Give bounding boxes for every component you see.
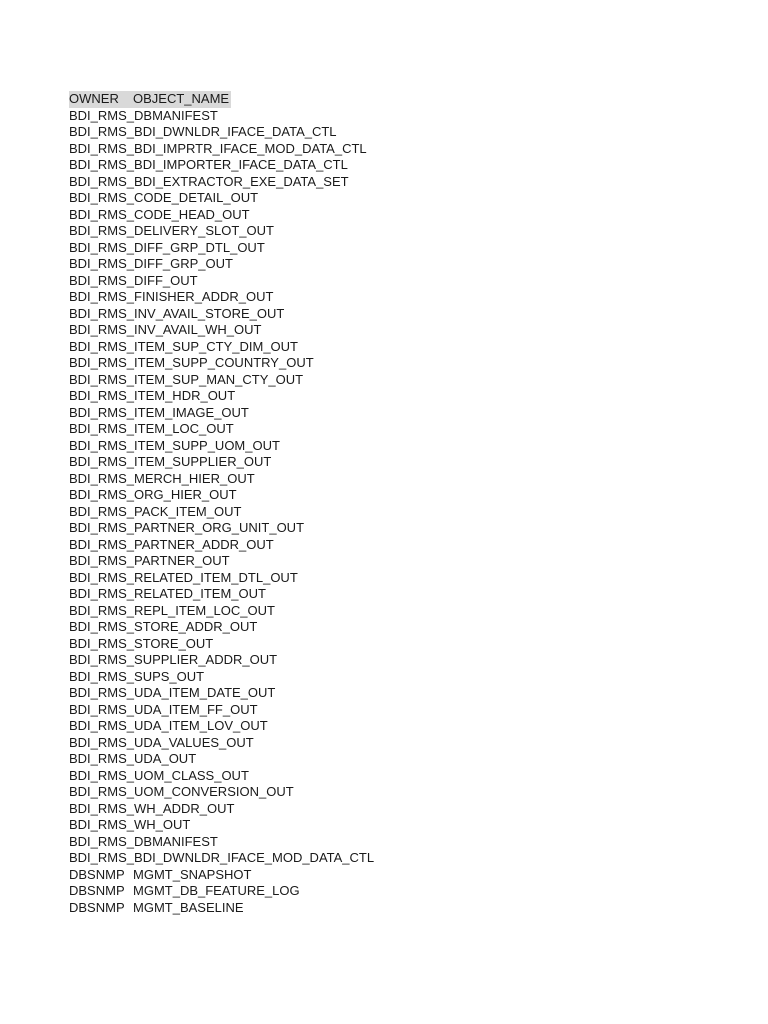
object-name-cell[interactable]: BDI_RMS_UDA_ITEM_DATE_OUT [69,685,276,700]
table-row [69,256,374,273]
object-name-cell[interactable]: BDI_RMS_ITEM_SUP_CTY_DIM_OUT [69,338,298,354]
owner-cell[interactable]: DBSNMP [69,883,125,898]
object-name-cell[interactable]: BDI_RMS_PARTNER_ADDR_OUT [69,536,274,552]
table-row [69,273,374,290]
table-body [69,108,374,917]
table-row [69,355,374,372]
object-name-cell[interactable]: BDI_RMS_ITEM_HDR_OUT [69,388,236,403]
object-name-cell[interactable]: BDI_RMS_DBMANIFEST [69,833,218,849]
table-row [69,900,374,917]
table-row [69,669,374,686]
table-row [69,883,374,900]
object-name-cell[interactable]: BDI_RMS_ITEM_SUP_MAN_CTY_OUT [69,371,304,387]
table-row [69,537,374,554]
table-row [69,850,374,867]
table-row [69,520,374,537]
table-row [69,586,374,603]
table-row [69,636,374,653]
table-row [69,751,374,768]
object-name-cell[interactable]: BDI_RMS_PARTNER_ORG_UNIT_OUT [69,520,305,535]
owner-header[interactable]: OWNER [69,91,133,108]
object-name-cell[interactable]: BDI_RMS_BDI_DWNLDR_IFACE_DATA_CTL [69,124,337,139]
object-name-cell[interactable]: BDI_RMS_INV_AVAIL_STORE_OUT [69,305,285,321]
object-name-cell[interactable]: BDI_RMS_DIFF_GRP_OUT [69,256,233,271]
table-row [69,603,374,620]
object-name-cell[interactable]: BDI_RMS_UDA_VALUES_OUT [69,734,254,750]
table-row [69,438,374,455]
object-name-cell[interactable]: BDI_RMS_WH_OUT [69,817,191,832]
object-name-cell[interactable]: BDI_RMS_STORE_ADDR_OUT [69,619,258,634]
spreadsheet [69,91,374,916]
object-name-cell[interactable]: BDI_RMS_ITEM_LOC_OUT [69,421,234,436]
header-row [69,91,374,108]
table-row [69,306,374,323]
object-name-cell[interactable]: MGMT_DB_FEATURE_LOG [133,883,300,898]
object-name-cell[interactable]: BDI_RMS_CODE_HEAD_OUT [69,206,250,222]
owner-cell[interactable]: DBSNMP [69,866,125,882]
table-row [69,240,374,257]
table-row [69,570,374,587]
object-name-cell[interactable]: BDI_RMS_WH_ADDR_OUT [69,800,235,816]
object-name-cell[interactable]: BDI_RMS_RELATED_ITEM_DTL_OUT [69,569,298,585]
object-name-cell[interactable]: BDI_RMS_CODE_DETAIL_OUT [69,190,259,205]
table-row [69,735,374,752]
table-row [69,322,374,339]
table-row [69,108,374,125]
object-name-cell[interactable]: BDI_RMS_UDA_ITEM_LOV_OUT [69,718,268,733]
owner-cell[interactable]: DBSNMP [69,899,125,915]
object-name-cell[interactable]: BDI_RMS_MERCH_HIER_OUT [69,470,255,486]
table-row [69,339,374,356]
object-name-cell[interactable]: BDI_RMS_UOM_CONVERSION_OUT [69,784,294,799]
object-name-cell[interactable]: BDI_RMS_BDI_IMPRTR_IFACE_MOD_DATA_CTL [69,140,367,156]
table-row [69,487,374,504]
object-name-cell[interactable]: BDI_RMS_INV_AVAIL_WH_OUT [69,322,262,337]
table-row [69,801,374,818]
object-name-cell[interactable]: MGMT_SNAPSHOT [133,866,252,882]
table-row [69,718,374,735]
table-row [69,372,374,389]
object-name-cell[interactable]: BDI_RMS_DIFF_GRP_DTL_OUT [69,239,265,255]
object-name-cell[interactable]: BDI_RMS_UDA_ITEM_FF_OUT [69,701,258,717]
object-name-cell[interactable]: BDI_RMS_SUPPLIER_ADDR_OUT [69,652,278,667]
table-row [69,867,374,884]
table-row [69,834,374,851]
object-name-cell[interactable]: MGMT_BASELINE [133,899,244,915]
table-row [69,190,374,207]
table-row [69,289,374,306]
object-name-cell[interactable]: BDI_RMS_PARTNER_OUT [69,553,230,568]
table-row [69,223,374,240]
object-name-cell[interactable]: BDI_RMS_BDI_EXTRACTOR_EXE_DATA_SET [69,173,349,189]
table-row [69,817,374,834]
object-name-header[interactable]: OBJECT_NAME [133,91,230,106]
table-row [69,652,374,669]
table-row [69,174,374,191]
object-name-cell[interactable]: BDI_RMS_PACK_ITEM_OUT [69,503,242,519]
object-name-cell[interactable]: BDI_RMS_DBMANIFEST [69,107,218,123]
object-name-cell[interactable]: BDI_RMS_BDI_DWNLDR_IFACE_MOD_DATA_CTL [69,850,375,865]
table-row [69,768,374,785]
table-row [69,421,374,438]
object-name-cell[interactable]: BDI_RMS_ITEM_SUPP_UOM_OUT [69,437,280,453]
object-name-cell[interactable]: BDI_RMS_ITEM_SUPP_COUNTRY_OUT [69,355,314,370]
table-row [69,471,374,488]
table-row [69,553,374,570]
object-name-cell[interactable]: BDI_RMS_DIFF_OUT [69,272,198,288]
table-row [69,619,374,636]
table-row [69,124,374,141]
table-row [69,454,374,471]
table-row [69,784,374,801]
object-name-cell[interactable]: BDI_RMS_ORG_HIER_OUT [69,487,237,502]
table-row [69,141,374,158]
table-row [69,685,374,702]
object-name-cell[interactable]: BDI_RMS_BDI_IMPORTER_IFACE_DATA_CTL [69,157,348,172]
table-row [69,388,374,405]
object-name-cell[interactable]: BDI_RMS_ITEM_IMAGE_OUT [69,404,249,420]
object-name-cell[interactable]: BDI_RMS_REPL_ITEM_LOC_OUT [69,602,275,618]
table-row [69,504,374,521]
object-name-cell[interactable]: BDI_RMS_SUPS_OUT [69,668,205,684]
object-name-cell[interactable]: BDI_RMS_FINISHER_ADDR_OUT [69,289,274,304]
object-name-cell[interactable]: BDI_RMS_RELATED_ITEM_OUT [69,586,266,601]
object-name-cell[interactable]: BDI_RMS_UOM_CLASS_OUT [69,767,249,783]
table-row [69,157,374,174]
object-name-cell[interactable]: BDI_RMS_ITEM_SUPPLIER_OUT [69,454,272,469]
object-name-cell[interactable]: BDI_RMS_UDA_OUT [69,751,197,766]
table-row [69,405,374,422]
table-row [69,207,374,224]
object-name-cell[interactable]: BDI_RMS_DELIVERY_SLOT_OUT [69,223,274,238]
table-row [69,702,374,719]
object-name-cell[interactable]: BDI_RMS_STORE_OUT [69,635,214,651]
